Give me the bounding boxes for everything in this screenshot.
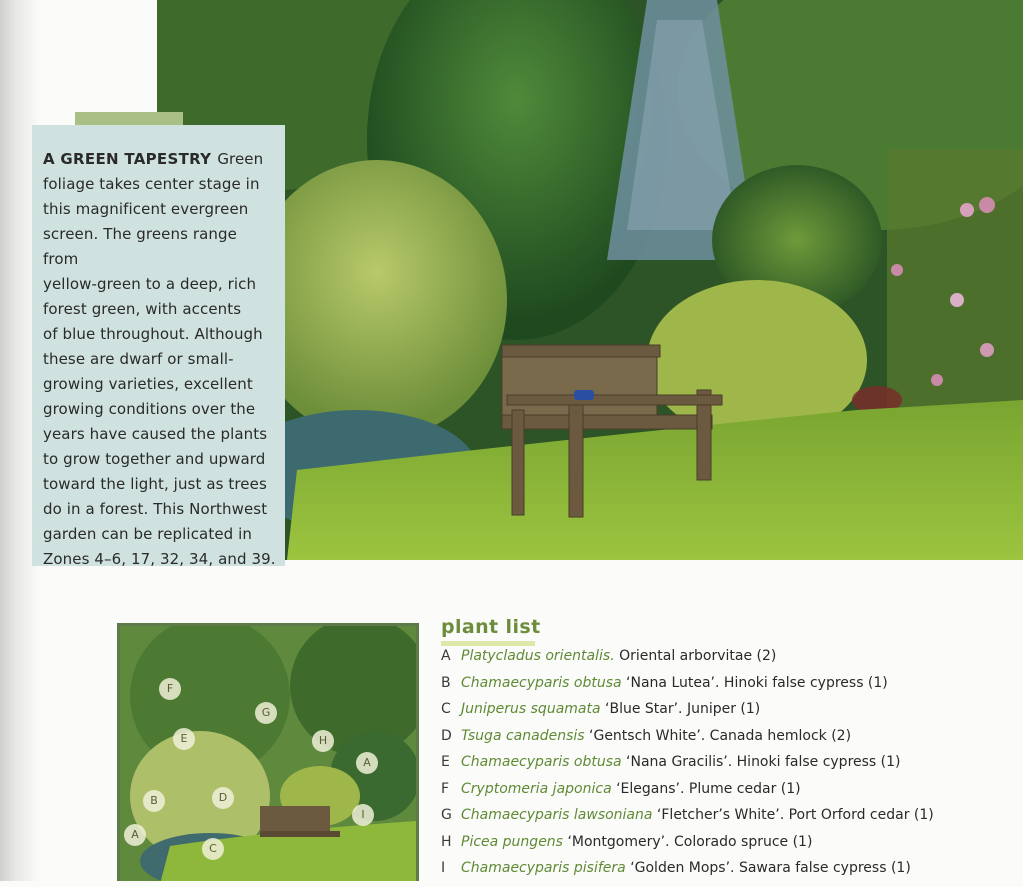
plant-letter: F bbox=[441, 780, 450, 797]
plant-letter: A bbox=[441, 648, 451, 664]
garden-photo bbox=[157, 0, 1023, 560]
caption-line: foliage takes center stage in bbox=[43, 175, 260, 193]
common-name: ‘Fletcher’s White’. Port Orford cedar (1) bbox=[656, 807, 934, 823]
plant-letter: C bbox=[441, 701, 451, 717]
common-name: ‘Montgomery’. Colorado spruce (1) bbox=[567, 833, 813, 850]
common-name: ‘Nana Gracilis’. Hinoki false cypress (1) bbox=[626, 754, 901, 770]
scientific-name: Chamaecyparis lawsoniana bbox=[461, 807, 653, 823]
list-item bbox=[441, 701, 1021, 728]
common-name: ‘Blue Star’. Juniper (1) bbox=[605, 701, 761, 717]
plant-list-title: plant list bbox=[441, 616, 541, 638]
common-name: ‘Golden Mops’. Sawara false cypress (1) bbox=[630, 860, 911, 876]
inset-photo bbox=[117, 623, 419, 881]
plant-marker: H bbox=[312, 730, 334, 752]
caption-heading: A GREEN TAPESTRY bbox=[43, 150, 212, 168]
caption-line: A GREEN TAPESTRY Green bbox=[43, 150, 264, 168]
plant-marker: A bbox=[124, 824, 146, 846]
scientific-name: Chamaecyparis obtusa bbox=[461, 674, 622, 691]
list-item bbox=[441, 807, 1021, 834]
plant-list bbox=[441, 648, 1021, 887]
scientific-name: Tsuga canadensis bbox=[461, 727, 585, 744]
photo-caption bbox=[32, 125, 285, 566]
plant-letter: I bbox=[441, 860, 446, 876]
caption-line: garden can be replicated in bbox=[43, 525, 253, 543]
caption-line: growing varieties, excellent bbox=[43, 375, 253, 393]
common-name: Oriental arborvitae (2) bbox=[619, 648, 777, 664]
caption-line: do in a forest. This Northwest bbox=[43, 500, 268, 518]
plant-letter: E bbox=[441, 754, 450, 770]
list-item bbox=[441, 834, 1021, 861]
caption-line: screen. The greens range from bbox=[43, 225, 237, 268]
scientific-name: Platycladus orientalis. bbox=[461, 648, 615, 664]
list-item bbox=[441, 728, 1021, 755]
plant-marker: B bbox=[143, 790, 165, 812]
scientific-name: Cryptomeria japonica bbox=[461, 780, 612, 797]
list-item bbox=[441, 754, 1021, 781]
list-item bbox=[441, 675, 1021, 702]
common-name: ‘Nana Lutea’. Hinoki false cypress (1) bbox=[626, 674, 888, 691]
scientific-name: Juniperus squamata bbox=[461, 701, 601, 717]
plant-list-title-underline bbox=[441, 641, 535, 646]
plant-letter: H bbox=[441, 833, 452, 850]
scientific-name: Chamaecyparis obtusa bbox=[461, 754, 622, 770]
plant-marker: A bbox=[356, 752, 378, 774]
plant-marker: E bbox=[173, 728, 195, 750]
plant-marker: I bbox=[352, 804, 374, 826]
list-item bbox=[441, 860, 1021, 887]
caption-line: of blue throughout. Although bbox=[43, 325, 263, 343]
caption-line: toward the light, just as trees bbox=[43, 475, 267, 493]
scientific-name: Chamaecyparis pisifera bbox=[461, 860, 626, 876]
caption-line: this magnificent evergreen bbox=[43, 200, 249, 218]
caption-line: these are dwarf or small- bbox=[43, 350, 234, 368]
plant-letter: D bbox=[441, 727, 452, 744]
list-item bbox=[441, 648, 1021, 675]
caption-line: growing conditions over the bbox=[43, 400, 256, 418]
caption-line: years have caused the plants bbox=[43, 425, 268, 443]
caption-line: to grow together and upward bbox=[43, 450, 266, 468]
common-name: ‘Gentsch White’. Canada hemlock (2) bbox=[589, 727, 852, 744]
list-item bbox=[441, 781, 1021, 808]
plant-marker: C bbox=[202, 838, 224, 860]
caption-line: yellow-green to a deep, rich bbox=[43, 275, 257, 293]
plant-marker: D bbox=[212, 787, 234, 809]
common-name: ‘Elegans’. Plume cedar (1) bbox=[616, 780, 801, 797]
plant-letter: G bbox=[441, 807, 452, 823]
plant-marker: G bbox=[255, 702, 277, 724]
caption-line: Zones 4–6, 17, 32, 34, and 39. bbox=[43, 550, 276, 568]
scientific-name: Picea pungens bbox=[461, 833, 563, 850]
caption-line: forest green, with accents bbox=[43, 300, 242, 318]
plant-letter: B bbox=[441, 674, 451, 691]
plant-marker: F bbox=[159, 678, 181, 700]
